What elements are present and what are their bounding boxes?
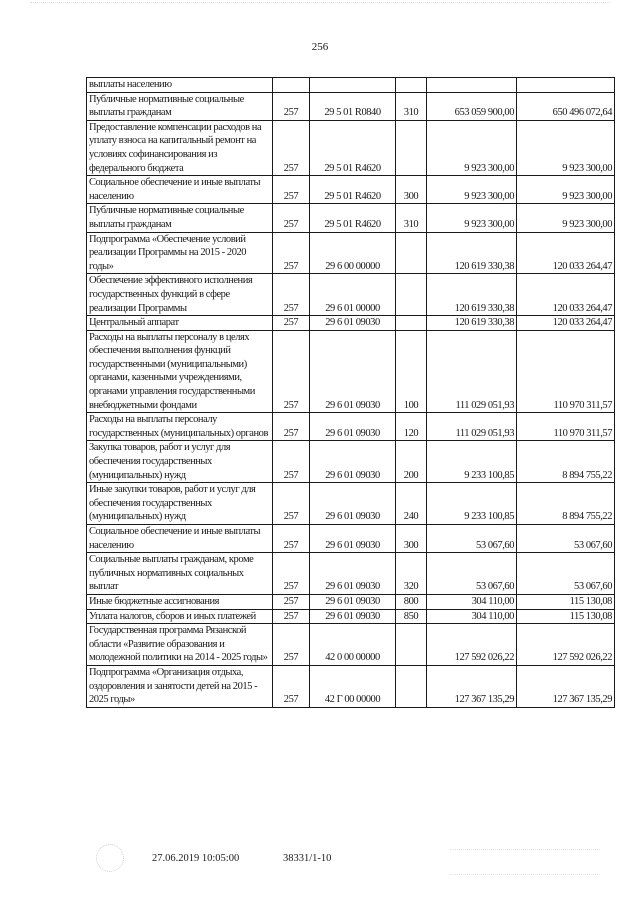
- row-code: 257: [273, 316, 310, 331]
- row-amount-actual: 8 894 755,22: [517, 441, 615, 483]
- row-name: Иные закупки товаров, работ и услуг для обеспечения государственных (муниципальных) нужд: [87, 483, 273, 525]
- row-csr: 29 6 01 09030: [310, 525, 396, 553]
- row-vr: [396, 232, 427, 274]
- row-code: 257: [273, 330, 310, 413]
- row-name: Предоставление компенсации расходов на уплату взноса на капитальный ремонт на условиях софинансирования из федерального бюджета: [87, 120, 273, 175]
- row-amount-plan: 9 923 300,00: [427, 120, 517, 175]
- row-amount-actual: 120 033 264,47: [517, 316, 615, 331]
- row-amount-plan: 653 059 900,00: [427, 92, 517, 120]
- table-row: [87, 274, 615, 316]
- footer-doc-number: 38331/1-10: [283, 853, 332, 864]
- row-code: 257: [273, 594, 310, 609]
- row-amount-plan: 9 923 300,00: [427, 204, 517, 232]
- row-amount-actual: 53 067,60: [517, 525, 615, 553]
- row-code: [273, 78, 310, 93]
- row-amount-actual: 120 033 264,47: [517, 274, 615, 316]
- row-vr: 320: [396, 553, 427, 595]
- row-amount-plan: 9 233 100,85: [427, 441, 517, 483]
- row-code: 257: [273, 525, 310, 553]
- table-row: [87, 316, 615, 331]
- row-amount-actual: 120 033 264,47: [517, 232, 615, 274]
- row-code: 257: [273, 274, 310, 316]
- row-vr: [396, 624, 427, 666]
- row-code: 257: [273, 609, 310, 624]
- row-name: Обеспечение эффективного исполнения государственных функций в сфере реализации Программы: [87, 274, 273, 316]
- row-amount-plan: 120 619 330,38: [427, 316, 517, 331]
- table-row: [87, 483, 615, 525]
- row-amount-plan: 120 619 330,38: [427, 232, 517, 274]
- row-amount-actual: 650 496 072,64: [517, 92, 615, 120]
- row-csr: 29 5 01 R0840: [310, 92, 396, 120]
- table-row: [87, 553, 615, 595]
- row-csr: 29 5 01 R4620: [310, 204, 396, 232]
- row-amount-plan: 53 067,60: [427, 525, 517, 553]
- row-vr: [396, 78, 427, 93]
- row-vr: 310: [396, 204, 427, 232]
- row-amount-plan: 53 067,60: [427, 553, 517, 595]
- table-row: [87, 92, 615, 120]
- row-code: 257: [273, 176, 310, 204]
- row-name: Социальное обеспечение и иные выплаты населению: [87, 525, 273, 553]
- row-vr: 800: [396, 594, 427, 609]
- table-row: [87, 594, 615, 609]
- row-amount-actual: 53 067,60: [517, 553, 615, 595]
- row-vr: 850: [396, 609, 427, 624]
- row-vr: [396, 316, 427, 331]
- row-csr: 29 6 01 09030: [310, 330, 396, 413]
- row-vr: 300: [396, 525, 427, 553]
- row-name: Подпрограмма «Обеспечение условий реализации Программы на 2015 - 2020 годы»: [87, 232, 273, 274]
- row-name: Публичные нормативные социальные выплаты гражданам: [87, 92, 273, 120]
- table-row: [87, 665, 615, 707]
- row-amount-plan: 304 110,00: [427, 609, 517, 624]
- row-name: Публичные нормативные социальные выплаты гражданам: [87, 204, 273, 232]
- row-amount-actual: 115 130,08: [517, 594, 615, 609]
- row-code: 257: [273, 553, 310, 595]
- row-vr: 120: [396, 413, 427, 441]
- row-code: 257: [273, 441, 310, 483]
- row-code: 257: [273, 624, 310, 666]
- table-row: [87, 413, 615, 441]
- row-amount-actual: 9 923 300,00: [517, 176, 615, 204]
- page-number: 256: [311, 41, 329, 53]
- row-amount-plan: 9 233 100,85: [427, 483, 517, 525]
- row-vr: [396, 274, 427, 316]
- row-csr: 42 0 00 00000: [310, 624, 396, 666]
- row-amount-actual: 8 894 755,22: [517, 483, 615, 525]
- row-amount-actual: 115 130,08: [517, 609, 615, 624]
- row-csr: 42 Г 00 00000: [310, 665, 396, 707]
- row-csr: 29 6 01 09030: [310, 483, 396, 525]
- row-vr: 200: [396, 441, 427, 483]
- table-row: [87, 525, 615, 553]
- row-name: Подпрограмма «Организация отдыха, оздоровления и занятости детей на 2015 - 2025 годы»: [87, 665, 273, 707]
- row-code: 257: [273, 483, 310, 525]
- row-amount-actual: 9 923 300,00: [517, 120, 615, 175]
- row-amount-plan: 120 619 330,38: [427, 274, 517, 316]
- table-row: [87, 176, 615, 204]
- row-amount-plan: 9 923 300,00: [427, 176, 517, 204]
- row-name: Расходы на выплаты персоналу в целях обеспечения выполнения функций государственными (муниципальными) органами, казенными учреждениями, органами управления государственными внебюджетными фондами: [87, 330, 273, 413]
- row-vr: 300: [396, 176, 427, 204]
- row-code: 257: [273, 92, 310, 120]
- table-row: [87, 609, 615, 624]
- footer-watermark: [450, 849, 600, 875]
- row-name: выплаты населению: [87, 78, 273, 93]
- row-csr: 29 6 00 00000: [310, 232, 396, 274]
- row-amount-actual: [517, 78, 615, 93]
- row-name: Расходы на выплаты персоналу государственных (муниципальных) органов: [87, 413, 273, 441]
- row-csr: 29 6 01 09030: [310, 441, 396, 483]
- row-amount-plan: 111 029 051,93: [427, 330, 517, 413]
- row-vr: [396, 120, 427, 175]
- row-csr: 29 6 01 09030: [310, 609, 396, 624]
- row-vr: 240: [396, 483, 427, 525]
- budget-table-body: [87, 78, 615, 708]
- row-name: Иные бюджетные ассигнования: [87, 594, 273, 609]
- footer-datetime: 27.06.2019 10:05:00: [152, 853, 240, 864]
- row-name: Социальное обеспечение и иные выплаты населению: [87, 176, 273, 204]
- row-vr: [396, 665, 427, 707]
- row-code: 257: [273, 232, 310, 274]
- row-name: Государственная программа Рязанской области «Развитие образования и молодежной политики на 2014 - 2025 годы»: [87, 624, 273, 666]
- row-name: Закупка товаров, работ и услуг для обеспечения государственных (муниципальных) нужд: [87, 441, 273, 483]
- row-amount-actual: 110 970 311,57: [517, 330, 615, 413]
- row-amount-plan: [427, 78, 517, 93]
- row-csr: 29 6 01 09030: [310, 553, 396, 595]
- row-csr: 29 6 01 00000: [310, 274, 396, 316]
- row-amount-plan: 111 029 051,93: [427, 413, 517, 441]
- scan-header-artifact: [30, 2, 610, 11]
- row-amount-plan: 127 367 135,29: [427, 665, 517, 707]
- table-row: [87, 232, 615, 274]
- row-code: 257: [273, 204, 310, 232]
- table-row: [87, 624, 615, 666]
- table-row: [87, 330, 615, 413]
- row-csr: 29 5 01 R4620: [310, 120, 396, 175]
- budget-table: [86, 77, 615, 708]
- table-row: [87, 120, 615, 175]
- row-name: Центральный аппарат: [87, 316, 273, 331]
- row-csr: 29 6 01 09030: [310, 316, 396, 331]
- stamp-mark: [96, 844, 124, 872]
- row-code: 257: [273, 413, 310, 441]
- row-vr: 310: [396, 92, 427, 120]
- row-code: 257: [273, 120, 310, 175]
- row-csr: 29 6 01 09030: [310, 413, 396, 441]
- table-row: [87, 204, 615, 232]
- row-amount-actual: 110 970 311,57: [517, 413, 615, 441]
- row-amount-plan: 127 592 026,22: [427, 624, 517, 666]
- row-csr: [310, 78, 396, 93]
- row-csr: 29 5 01 R4620: [310, 176, 396, 204]
- row-vr: 100: [396, 330, 427, 413]
- row-amount-actual: 127 592 026,22: [517, 624, 615, 666]
- table-row: [87, 441, 615, 483]
- table-row: [87, 78, 615, 93]
- row-code: 257: [273, 665, 310, 707]
- row-amount-actual: 127 367 135,29: [517, 665, 615, 707]
- row-name: Социальные выплаты гражданам, кроме публичных нормативных социальных выплат: [87, 553, 273, 595]
- row-amount-actual: 9 923 300,00: [517, 204, 615, 232]
- row-name: Уплата налогов, сборов и иных платежей: [87, 609, 273, 624]
- row-amount-plan: 304 110,00: [427, 594, 517, 609]
- row-csr: 29 6 01 09030: [310, 594, 396, 609]
